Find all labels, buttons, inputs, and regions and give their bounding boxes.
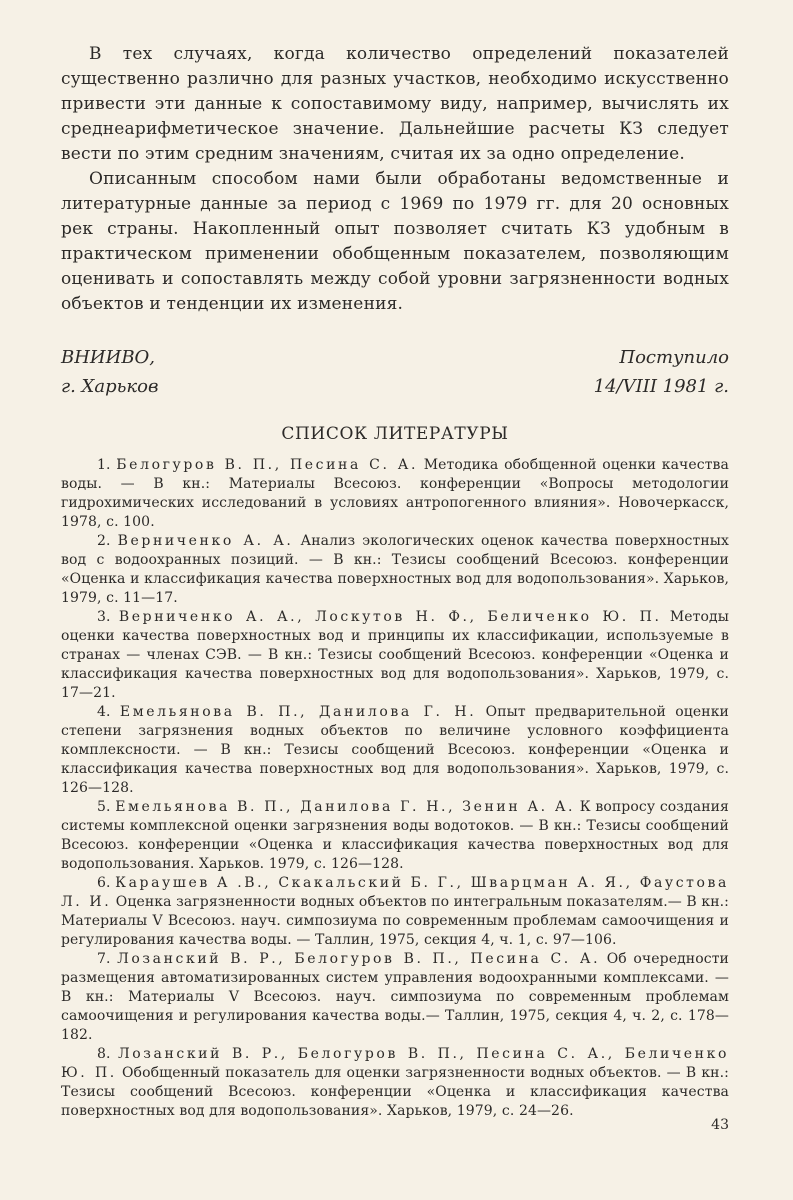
reference-authors: Верниченко А. А., Лоскутов Н. Ф., Беличенко Ю. П. [118,609,662,625]
reference-item [61,950,729,1045]
references-title: СПИСОК ЛИТЕРАТУРЫ [281,424,509,444]
institute-name: ВНИИВО, [61,347,156,368]
received-date: 14/VIII 1981 г. [593,376,729,397]
institute-city: г. Харьков [61,376,159,397]
reference-number: 2. [97,533,111,549]
reference-item [61,798,729,874]
reference-text: Методы оценки качества поверхностных вод и принципы их классификации, используемые в странах — членах СЭВ. — В кн.: Тезисы сообщений Всесоюз. конференции «Оценка и классификация качества поверхностных вод для водопользования». Харьков, 1979, с. 17—21. [61,609,729,701]
reference-authors: Верниченко А. А. [117,533,294,549]
reference-number: 6. [97,875,111,891]
reference-number: 7. [97,951,111,967]
reference-authors: Лозанский В. Р., Белогуров В. П., Песина С. А., Беличенко Ю. П. [61,1046,729,1081]
reference-text: Об очередности размещения автоматизированных систем управления водоохранными комплексами. — В кн.: Материалы V Всесоюз. науч. симпозиума по современным проблемам самоочищения и регулирования качества воды.— Таллин, 1975, секция 4, ч. 2, с. 178—182. [61,951,729,1043]
reference-text: Анализ экологических оценок качества поверхностных вод с водоохранных позиций. — В кн.: Тезисы сообщений Всесоюз. конференции «Оценка и классификация качества поверхностных вод для водопользования». Харьков, 1979, с. 11—17. [61,533,729,606]
reference-item [61,532,729,608]
reference-list [61,456,729,1121]
reference-number: 1. [97,457,111,473]
body-paragraph: В тех случаях, когда количество определений показателей существенно различно для разных участков, необходимо искусственно привести эти данные к сопоставимому виду, например, вычислять их среднеарифметическое значение. Дальнейшие расчеты КЗ следует вести по этим средним значениям, считая их за одно определение. [61,44,729,164]
affiliation [61,343,158,401]
reference-item [61,874,729,950]
page-number: 43 [711,1117,729,1133]
reference-item [61,456,729,532]
reference-authors: Лозанский В. Р., Белогуров В. П., Песина С. А. [117,951,601,967]
reference-item [61,608,729,703]
body-text [61,42,729,317]
reference-authors: Белогуров В. П., Песина С. А. [116,457,418,473]
reference-item [61,703,729,798]
reference-number: 8. [97,1046,111,1062]
body-paragraph: Описанным способом нами были обработаны ведомственные и литературные данные за период с 1969 по 1979 гг. для 20 основных рек страны. Накопленный опыт позволяет считать КЗ удобным в практическом применении обобщенным показателем, позволяющим оценивать и сопоставлять между собой уровни загрязненности водных объектов и тенденции их изменения. [61,169,729,314]
reference-authors: Емельянова В. П., Данилова Г. Н. [119,704,477,720]
reference-text: Методика обобщенной оценки качества воды. — В кн.: Материалы Всесоюз. конференции «Вопросы методологии гидрохимических исследований в условиях антропогенного влияния». Новочеркасск, 1978, с. 100. [61,457,729,530]
reference-text: Обобщенный показатель для оценки загрязненности водных объектов. — В кн.: Тезисы сообщений Всесоюз. конференции «Оценка и классификация качества поверхностных вод для водопользования». Харьков, 1979, с. 24—26. [61,1065,729,1119]
reference-authors: Караушев А .В., Скакальский Б. Г., Шварцман А. Я., Фаустова Л. И. [61,875,729,910]
reference-number: 5. [97,799,111,815]
reference-text: К вопросу создания системы комплексной оценки загрязнения воды водотоков. — В кн.: Тезисы сообщений Всесоюз. конференции «Оценка и классификация качества поверхностных вод для водопользования. Харьков. 1979, с. 126—128. [61,799,729,872]
reference-item [61,1045,729,1121]
reference-authors: Емельянова В. П., Данилова Г. Н., Зенин А. А. [115,799,576,815]
received-info [594,343,729,401]
received-label: Поступило [619,347,729,368]
signature-block [61,343,729,401]
reference-number: 3. [97,609,111,625]
reference-text: Оценка загрязненности водных объектов по интегральным показателям.— В кн.: Материалы V Всесоюз. науч. симпозиума по современным проблемам самоочищения и регулирования качества воды. — Таллин, 1975, секция 4, ч. 1, с. 97—106. [61,894,729,948]
reference-text: Опыт предварительной оценки степени загрязнения водных объектов по величине условного коэффициента комплексности. — В кн.: Тезисы сообщений Всесоюз. конференции «Оценка и классификация качества поверхностных вод для водопользования». Харьков, 1979, с. 126—128. [61,704,729,796]
reference-number: 4. [97,704,111,720]
